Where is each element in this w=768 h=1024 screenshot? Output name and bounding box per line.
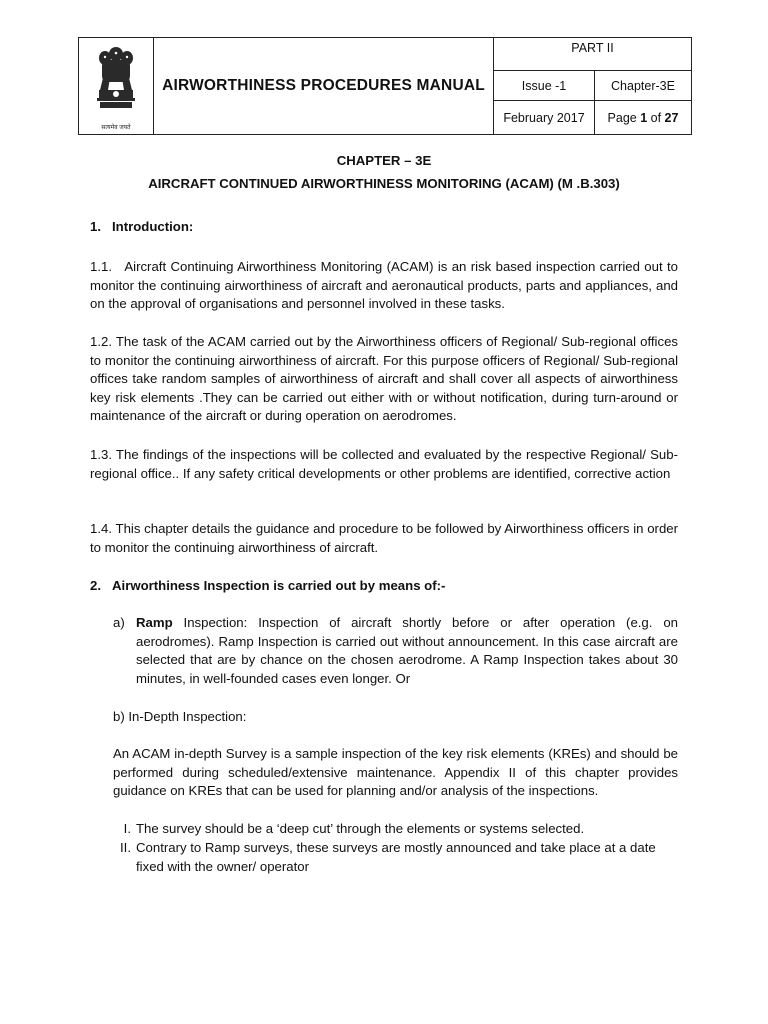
item-b-in-depth-inspection: b) In-Depth Inspection:: [113, 709, 247, 724]
section-1-heading: [90, 218, 678, 237]
item-a-marker: a): [113, 615, 125, 630]
paragraph-1-3: 1.3. The findings of the inspections will be collected and evaluated by the respective Regional/ Sub-regional office.. If any safety critical developments or other problems are identified, corrective action: [90, 447, 678, 481]
page-current: 1: [640, 110, 648, 125]
in-depth-survey-paragraph: An ACAM in-depth Survey is a sample inspection of the key risk elements (KREs) and should be performed during scheduled/extensive maintenance. Appendix II of this chapter provides guidance on KREs that can be used for planning and/or analysis of the inspections.: [113, 746, 678, 799]
part-label: PART II: [494, 38, 692, 71]
section-1-number: 1.: [90, 219, 101, 234]
chapter-title: AIRCRAFT CONTINUED AIRWORTHINESS MONITORING (ACAM) (M .B.303): [148, 176, 620, 191]
section-2-title: Airworthiness Inspection is carried out by means of:-: [112, 578, 446, 593]
list-item-i-text: The survey should be a ‘deep cut’ through the elements or systems selected.: [136, 821, 585, 836]
issue-label: Issue -1: [494, 71, 595, 101]
section-2-heading: [90, 577, 678, 596]
item-a-text: Inspection: Inspection of aircraft shortly before or after operation (e.g. on aerodromes). Ramp Inspection is carried out without announcement. In this case aircraft are selected that are by chance on the chosen aerodrome. A Ramp Inspection takes about 30 minutes, in well-founded cases even longer. Or: [136, 615, 678, 686]
page-prefix: Page: [607, 110, 641, 125]
list-item-ii-text: Contrary to Ramp surveys, these surveys are mostly announced and take place at a date fixed with the owner/ operator: [136, 840, 656, 874]
national-emblem-icon: [94, 44, 138, 122]
manual-title: AIRWORTHINESS PROCEDURES MANUAL: [154, 38, 494, 135]
header-table: [78, 37, 692, 135]
paragraph-1-4: 1.4. This chapter details the guidance and procedure to be followed by Airworthiness officers in order to monitor the continuing airworthiness of aircraft.: [90, 521, 678, 555]
paragraph-1-1: 1.1. Aircraft Continuing Airworthiness Monitoring (ACAM) is an risk based inspection carried out to monitor the continuing airworthiness of aircraft and aeronautical products, parts and appliances, and on the approval of organisations and personnel involved in these tasks.: [90, 259, 682, 312]
list-item-i-marker: I.: [123, 821, 131, 836]
item-a-bold-term: Ramp: [136, 615, 173, 630]
page-number: [595, 101, 692, 135]
list-item-ii: [113, 839, 678, 876]
list-item-ii-marker: II.: [120, 840, 131, 855]
emblem-motto: सत्यमेव जयते: [101, 124, 131, 131]
page-total: 27: [664, 110, 679, 125]
emblem-cell: [79, 38, 154, 135]
chapter-number: CHAPTER – 3E: [336, 153, 432, 168]
paragraph-1-2: 1.2. The task of the ACAM carried out by the Airworthiness officers of Regional/ Sub-regional offices to monitor the continuing airworthiness of aircraft. For this purpose officers of Regional/ Sub-regional offices take random samples of airworthiness of aircraft and shall cover all aspects of airworthiness key risk elements .They can be carried out either with or without notification, during turn-around or maintenance of the aircraft or during operation on aerodromes.: [90, 334, 678, 424]
page-of: of: [647, 110, 665, 125]
section-1-title: Introduction:: [112, 219, 194, 234]
item-a-ramp-inspection: [113, 614, 678, 688]
list-item-i: [113, 820, 678, 839]
issue-date: February 2017: [494, 101, 595, 135]
section-2-number: 2.: [90, 578, 101, 593]
chapter-label: Chapter-3E: [595, 71, 692, 101]
